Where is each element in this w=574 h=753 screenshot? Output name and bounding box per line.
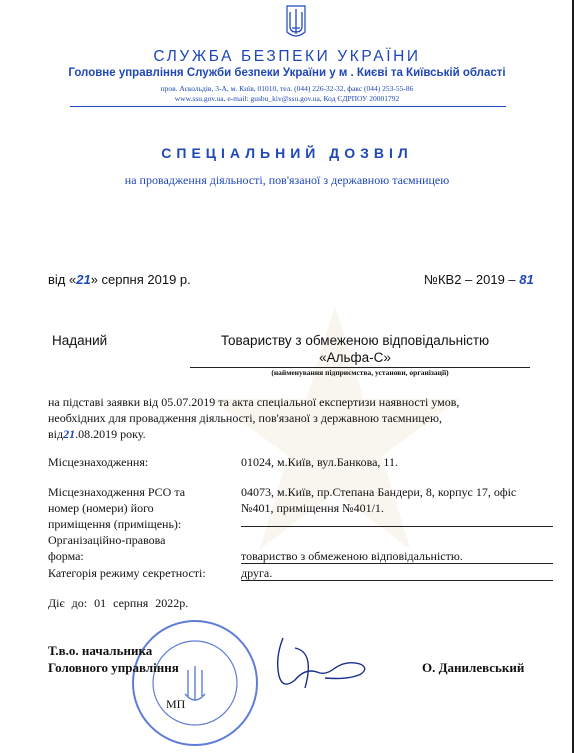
contacts-line: www.ssu.gov.ua, e-mail: gusbu_kiv@ssu.gov.ua, Код ЄДРПОУ 20001792 xyxy=(174,94,400,103)
issued-org-line1: Товариству з обмеженою відповідальністю xyxy=(220,333,490,348)
signatory-name: О. Данилевський xyxy=(422,660,525,675)
form-value: товариство з обмеженою відповідальністю. xyxy=(241,549,463,563)
rso-value-2: №401, приміщення №401/1. xyxy=(241,501,384,515)
basis-line3 xyxy=(48,427,146,442)
basis-day-handwritten: 21 xyxy=(63,427,76,441)
location-value: 01024, м.Київ, вул.Банкова, 11. xyxy=(241,455,398,469)
valid-until: Діє до: 01 серпня 2022р. xyxy=(48,596,189,610)
round-stamp-icon xyxy=(130,618,260,748)
signatory-title-2: Головного управління xyxy=(48,660,179,675)
secrecy-value: друга. xyxy=(241,566,273,580)
location-label: Місцезнаходження: xyxy=(48,455,149,469)
rso-label-3: приміщення (приміщень): xyxy=(48,517,182,531)
issued-org-line2: «Альфа-С» xyxy=(319,350,391,365)
permit-number-prefix: №КВ2 – 2019 – xyxy=(424,272,516,287)
form-label-1: Організаційно-правова xyxy=(48,533,166,547)
address-line: пров. Аскольдів, 3-А, м. Київ, 01010, тел. (044) 226-32-32, факс (044) 253-55-86 xyxy=(160,84,414,93)
department-name: Головне управління Служби безпеки України у м . Києві та Київській області xyxy=(68,67,506,79)
permit-number-handwritten: 81 xyxy=(519,272,534,287)
form-underline xyxy=(241,563,553,564)
permit-number xyxy=(424,272,534,287)
basis-line3-suffix: .08.2019 року. xyxy=(75,427,146,441)
basis-line1: на підставі заявки від 05.07.2019 та акта спеціальної експертизи наявності умов, xyxy=(48,395,460,409)
rso-underline xyxy=(241,526,553,527)
rso-label-2: номер (номери) його xyxy=(48,501,154,515)
secrecy-label: Категорія режиму секретності: xyxy=(48,566,206,580)
date-day-handwritten: 21 xyxy=(76,272,91,287)
basis-line3-prefix: від xyxy=(48,427,64,441)
rso-value-1: 04073, м.Київ, пр.Степана Бандери, 8, корпус 17, офіс xyxy=(241,485,517,499)
date-prefix: від « xyxy=(48,272,77,287)
issued-caption: (найменування підприємства, установи, організації) xyxy=(271,368,449,377)
rso-label-1: Місцезнаходження РСО та xyxy=(48,485,186,499)
form-label-2: форма: xyxy=(48,549,84,563)
signature-icon xyxy=(265,628,375,698)
stamp-place: МП xyxy=(166,697,186,711)
signatory-title-1: Т.в.о. начальника xyxy=(48,643,153,658)
date-suffix: » серпня 2019 р. xyxy=(90,272,191,287)
date-line xyxy=(48,272,191,287)
service-name: СЛУЖБА БЕЗПЕКИ УКРАЇНИ xyxy=(153,48,421,65)
header-separator xyxy=(70,106,506,107)
basis-line2: необхідних для провадження діяльності, пов'язаної з державною таємницею, xyxy=(48,411,442,425)
issued-label: Наданий xyxy=(52,333,108,348)
secrecy-underline xyxy=(241,580,553,581)
document-subtitle: на провадження діяльності, пов'язаної з державною таємницею xyxy=(124,173,450,187)
trident-emblem-icon xyxy=(283,4,309,42)
document-title: СПЕЦІАЛЬНИЙ ДОЗВІЛ xyxy=(161,145,413,161)
